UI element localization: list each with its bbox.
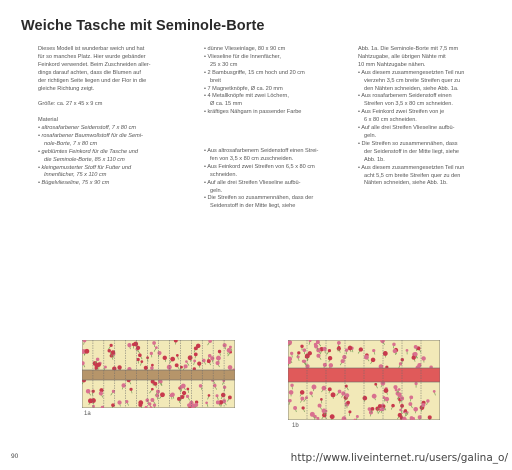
material-item: • dünne Vlieseinlage, 80 x 90 cm	[204, 46, 286, 52]
intro-paragraph	[38, 46, 151, 93]
material-list-continued	[204, 46, 305, 117]
page-number: 90	[11, 453, 19, 460]
instruction-list	[204, 148, 318, 211]
text-line: Dieses Modell ist wunderbar weich und hat	[38, 46, 145, 52]
figure-1a	[82, 340, 235, 408]
instruction-item: Seidenstoff in der Mitte liegt, siehe	[210, 203, 296, 210]
instruction-item: geln.	[364, 132, 377, 139]
material-item: • geblümtes Feinkord für die Tasche und	[38, 148, 139, 155]
material-item: Innenfächer, 75 x 110 cm	[44, 172, 107, 179]
instruction-item: Nähten schneiden, siehe Abb. 1b.	[364, 180, 448, 187]
instruction-item: Streifen von 3,5 x 80 cm schneiden.	[364, 101, 453, 108]
size-text: Größe: ca. 27 x 45 x 9 cm	[38, 101, 103, 108]
material-item: breit	[210, 77, 221, 84]
material-item: • 7 Magnetknöpfe, Ø ca. 20 mm	[204, 85, 283, 92]
material-item: • 4 Metallknöpfe mit zwei Löchern,	[204, 93, 289, 100]
text-line: Feinkord verwendet. Beim Zuschneiden aller-	[38, 61, 151, 68]
instruction-item: den Nähten schneiden, siehe Abb. 1a.	[364, 85, 459, 92]
material-item: • Vlieseline für die Innenfächer,	[204, 53, 281, 60]
instruction-item: Nahtzugabe, alle übrigen Nähte mit	[358, 53, 446, 60]
instruction-item: • Auf alle drei Streifen Vlieseline aufbü-	[358, 125, 455, 132]
instruction-item: • Aus diesem zusammengesetzten Teil nun	[358, 164, 465, 171]
instruction-item: Abb. 1a. Die Seminole-Borte mit 7,5 mm	[358, 46, 459, 52]
instruction-item: acht 5,5 cm breite Streifen quer zu den	[364, 172, 461, 179]
instruction-item: 10 mm Nahtzugabe nähen.	[358, 61, 426, 68]
material-item: • altrosafarbener Seidenstoff, 7 x 80 cm	[38, 125, 137, 132]
instruction-item: der Seidenstoff in der Mitte liegt, siehe	[364, 148, 460, 155]
instruction-item: • Die Streifen so zusammennähen, dass der	[204, 195, 314, 202]
figure-1a-label: 1a	[84, 411, 91, 417]
material-item: • Bügelvlieseline, 75 x 90 cm	[38, 180, 110, 187]
material-item: nole-Borte, 7 x 80 cm	[44, 140, 98, 147]
instructions-middle	[204, 148, 318, 211]
instruction-item: • Aus altrosafarbenem Seidenstoff einen Strei-	[204, 148, 319, 154]
instruction-item: Abb. 1b.	[364, 156, 385, 163]
seminole-strip-1a-illustration	[82, 340, 235, 408]
instruction-item: • Aus diesem zusammengesetzten Teil nun	[358, 69, 465, 76]
material-item: • kleingemusterter Stoff für Futter und	[38, 164, 132, 171]
material-item: • 2 Bambusgriffe, 15 cm hoch und 20 cm	[204, 69, 305, 76]
instruction-item: vierzehn 3,5 cm breite Streifen quer zu	[364, 77, 461, 84]
material-item: die Seminole-Borte, 85 x 110 cm	[44, 156, 125, 163]
instruction-item: • Auf alle drei Streifen Vlieseline aufbü-	[204, 179, 301, 186]
instruction-item: • Die Streifen so zusammennähen, dass	[358, 140, 458, 147]
instruction-item: • Aus Feinkord zwei Streifen von 6,5 x 80 cm	[204, 163, 315, 170]
text-line: der richtigen Seite liegen und der Flor in die	[38, 77, 147, 84]
text-line: für so manches Platz. Hier wurde gebänder	[38, 53, 146, 60]
instruction-item: 6 x 80 cm schneiden.	[364, 117, 417, 124]
instruction-item: geln.	[210, 187, 223, 194]
page-title: Weiche Tasche mit Seminole-Borte	[21, 18, 265, 34]
figure-1b	[288, 340, 440, 420]
text-line: gleiche Richtung zeigt.	[38, 85, 95, 92]
material-list	[38, 125, 151, 188]
column-right	[358, 46, 464, 188]
watermark-url: http://www.liveinternet.ru/users/galina_o/	[290, 452, 508, 464]
material-item: • rosafarbener Baumwollstoff für die Semi-	[38, 132, 143, 139]
column-left	[38, 46, 151, 188]
seminole-strip-1b-illustration	[288, 340, 440, 420]
instruction-item: • Aus rosafarbenem Seidenstoff einen	[358, 93, 452, 100]
column-middle	[204, 46, 305, 117]
material-heading: Material	[38, 117, 58, 124]
material-item: 25 x 30 cm	[210, 61, 238, 68]
instruction-item: • Aus Feinkord zwei Streifen von je	[358, 109, 445, 116]
instruction-list-right	[358, 46, 464, 188]
material-item: Ø ca. 15 mm	[210, 101, 243, 108]
instruction-item: schneiden.	[210, 171, 238, 178]
figure-1b-label: 1b	[292, 423, 299, 429]
material-item: • kräftiges Nähgarn in passender Farbe	[204, 109, 302, 116]
instruction-item: fen von 3,5 x 80 cm zuschneiden.	[210, 155, 294, 162]
text-line: dings darauf achten, dass die Blumen auf	[38, 69, 141, 76]
